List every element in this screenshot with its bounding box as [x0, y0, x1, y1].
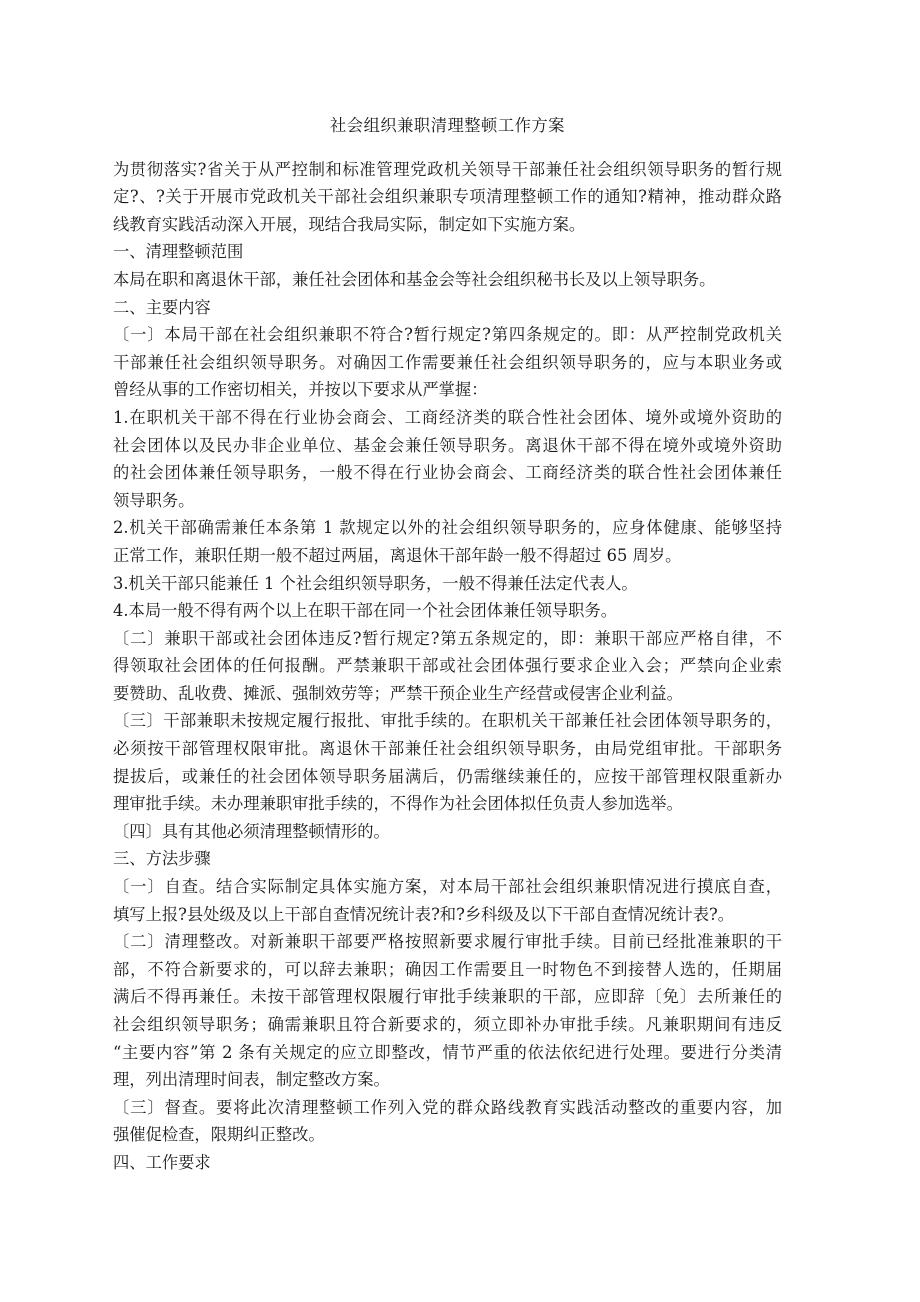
- text-line: 三、方法步骤: [113, 849, 211, 869]
- text-line: 领导职务。: [113, 490, 195, 510]
- text-line: 干部兼任社会组织领导职务。对确因工作需要兼任社会组织领导职务的，应与本职业务或: [113, 352, 782, 372]
- text-line: 理审批手续。未办理兼职审批手续的，不得作为社会团体拟任负责人参加选举。: [113, 794, 683, 814]
- text-line: 二、主要内容: [113, 297, 211, 317]
- document-title: 社会组织兼职清理整顿工作方案: [330, 116, 565, 135]
- text-line: 社会团体以及民办非企业单位、基金会兼任领导职务。离退休干部不得在境外或境外资助: [113, 435, 782, 455]
- text-line: 1.在职机关干部不得在行业协会商会、工商经济类的联合性社会团体、境外或境外资助的: [113, 407, 782, 427]
- text-line: 2.机关干部确需兼任本条第 1 款规定以外的社会组织领导职务的，应身体健康、能够坚持: [113, 518, 782, 538]
- text-line: 曾经从事的工作密切相关，并按以下要求从严掌握：: [113, 380, 488, 400]
- text-line: 〔三〕干部兼职未按规定履行报批、审批手续的。在职机关干部兼任社会团体领导职务的，: [113, 711, 782, 731]
- text-line: 一、清理整顿范围: [113, 242, 244, 262]
- text-line: 部，不符合新要求的，可以辞去兼职；确因工作需要且一时物色不到接替人选的，任期届: [113, 959, 782, 979]
- text-line: 3.机关干部只能兼任 1 个社会组织领导职务，一般不得兼任法定代表人。: [113, 573, 638, 593]
- text-line: 线教育实践活动深入开展，现结合我局实际，制定如下实施方案。: [113, 214, 586, 234]
- text-line: 4.本局一般不得有两个以上在职干部在同一个社会团体兼任领导职务。: [113, 601, 617, 621]
- text-line: 〔二〕清理整改。对新兼职干部要严格按照新要求履行审批手续。目前已经批准兼职的干: [113, 932, 782, 952]
- text-line: 〔二〕兼职干部或社会团体违反?暂行规定?第五条规定的，即：兼职干部应严格自律，不: [113, 628, 782, 648]
- text-line: 本局在职和离退休干部，兼任社会团体和基金会等社会组织秘书长及以上领导职务。: [113, 269, 716, 289]
- text-line: 要赞助、乱收费、摊派、强制效劳等；严禁干预企业生产经营或侵害企业利益。: [113, 683, 683, 703]
- text-line: 提拔后，或兼任的社会团体领导职务届满后，仍需继续兼任的，应按干部管理权限重新办: [113, 766, 782, 786]
- text-line: 〔四〕具有其他必须清理整顿情形的。: [113, 821, 390, 841]
- text-line: 〔一〕自查。结合实际制定具体实施方案，对本局干部社会组织兼职情况进行摸底自查，: [113, 877, 782, 897]
- text-line: “主要内容”第 2 条有关规定的应立即整改，情节严重的依法依纪进行处理。要进行分类清: [113, 1042, 782, 1062]
- text-line: 强催促检查，限期纠正整改。: [113, 1125, 325, 1145]
- text-line: 〔三〕督查。要将此次清理整顿工作列入党的群众路线教育实践活动整改的重要内容，加: [113, 1097, 782, 1117]
- text-line: 理，列出清理时间表，制定整改方案。: [113, 1070, 390, 1090]
- text-line: 得领取社会团体的任何报酬。严禁兼职干部或社会团体强行要求企业入会；严禁向企业索: [113, 656, 782, 676]
- text-line: 四、工作要求: [113, 1152, 211, 1172]
- text-line: 填写上报?县处级及以上干部自查情况统计表?和?乡科级及以下干部自查情况统计表?。: [113, 904, 735, 924]
- text-line: 定?、?关于开展市党政机关干部社会组织兼职专项清理整顿工作的通知?精神，推动群众路: [113, 187, 782, 207]
- text-line: 的社会团体兼任领导职务，一般不得在行业协会商会、工商经济类的联合性社会团体兼任: [113, 463, 782, 483]
- text-line: 正常工作，兼职任期一般不超过两届，离退休干部年龄一般不得超过 65 周岁。: [113, 545, 682, 565]
- text-line: 社会组织领导职务；确需兼职且符合新要求的，须立即补办审批手续。凡兼职期间有违反: [113, 1015, 782, 1034]
- document-body: [113, 156, 782, 1177]
- text-line: 满后不得再兼任。未按干部管理权限履行审批手续兼职的干部，应即辞〔免〕去所兼任的: [113, 987, 782, 1007]
- text-line: 〔一〕本局干部在社会组织兼职不符合?暂行规定?第四条规定的。即：从严控制党政机关: [113, 325, 782, 345]
- text-line: 为贯彻落实?省关于从严控制和标准管理党政机关领导干部兼任社会组织领导职务的暂行规: [113, 159, 782, 179]
- text-line: 必须按干部管理权限审批。离退休干部兼任社会组织领导职务，由局党组审批。干部职务: [113, 739, 782, 759]
